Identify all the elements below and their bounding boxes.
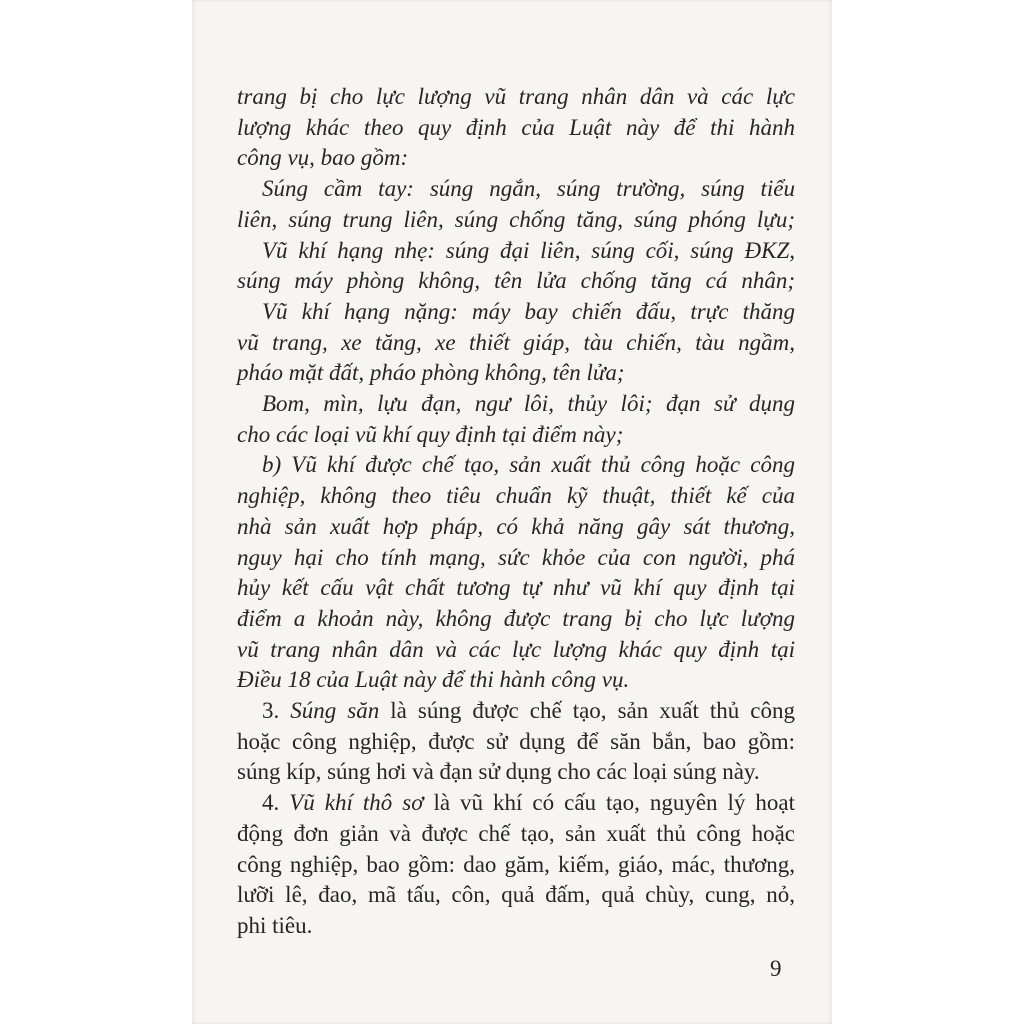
text-line: vũ trang, xe tăng, xe thiết giáp, tàu chiến, tàu ngầm,	[237, 329, 795, 355]
text-line: công vụ, bao gồm:	[237, 145, 409, 171]
text-line: động đơn giản và được chế tạo, sản xuất thủ công hoặc	[237, 820, 795, 846]
text-line: phi tiêu.	[237, 912, 313, 938]
text-line: Bom, mìn, lựu đạn, ngư lôi, thủy lôi; đạn sử dụng	[262, 391, 795, 416]
text-line: hoặc công nghiệp, được sử dụng để săn bắn, bao gồm:	[237, 728, 795, 754]
text-line: liên, súng trung liên, súng chống tăng, súng phóng lựu;	[237, 206, 795, 232]
text-line: 4. Vũ khí thô sơ là vũ khí có cấu tạo, nguyên lý hoạt	[262, 790, 796, 816]
text-line: súng máy phòng không, tên lửa chống tăng cá nhân;	[237, 268, 795, 294]
text-line: nghiệp, không theo tiêu chuẩn kỹ thuật, thiết kế của	[237, 483, 795, 509]
text-line: 3. Súng săn là súng được chế tạo, sản xuất thủ công	[262, 698, 796, 723]
text-line: vũ trang nhân dân và các lực lượng khác quy định tại	[237, 636, 795, 662]
text-line: lượng khác theo quy định của Luật này để thi hành	[237, 114, 795, 140]
text-line: lưỡi lê, đao, mã tấu, côn, quả đấm, quả chùy, cung, nỏ,	[237, 882, 795, 908]
text-line: Vũ khí hạng nặng: máy bay chiến đấu, trực thăng	[262, 298, 795, 324]
text-line: Súng cầm tay: súng ngắn, súng trường, súng tiểu	[262, 176, 795, 202]
text-line: nguy hại cho tính mạng, sức khỏe của con người, phá	[237, 544, 795, 570]
text-line: Vũ khí hạng nhẹ: súng đại liên, súng cối, súng ĐKZ,	[262, 237, 795, 263]
page-number: 9	[770, 956, 782, 981]
text-line: điểm a khoản này, không được trang bị cho lực lượng	[237, 605, 795, 631]
text-line: nhà sản xuất hợp pháp, có khả năng gây sát thương,	[237, 513, 795, 539]
text-line: hủy kết cấu vật chất tương tự như vũ khí quy định tại	[237, 575, 795, 601]
text-line: b) Vũ khí được chế tạo, sản xuất thủ công hoặc công	[262, 452, 795, 478]
text-line: cho các loại vũ khí quy định tại điểm này;	[237, 421, 624, 447]
text-line: trang bị cho lực lượng vũ trang nhân dân và các lực	[237, 84, 795, 109]
text-line: pháo mặt đất, pháo phòng không, tên lửa;	[237, 360, 625, 386]
text-line: Điều 18 của Luật này để thi hành công vụ.	[237, 667, 630, 693]
text-line: công nghiệp, bao gồm: dao găm, kiếm, giáo, mác, thương,	[237, 851, 795, 877]
text-line: súng kíp, súng hơi và đạn sử dụng cho các loại súng này.	[237, 759, 760, 785]
